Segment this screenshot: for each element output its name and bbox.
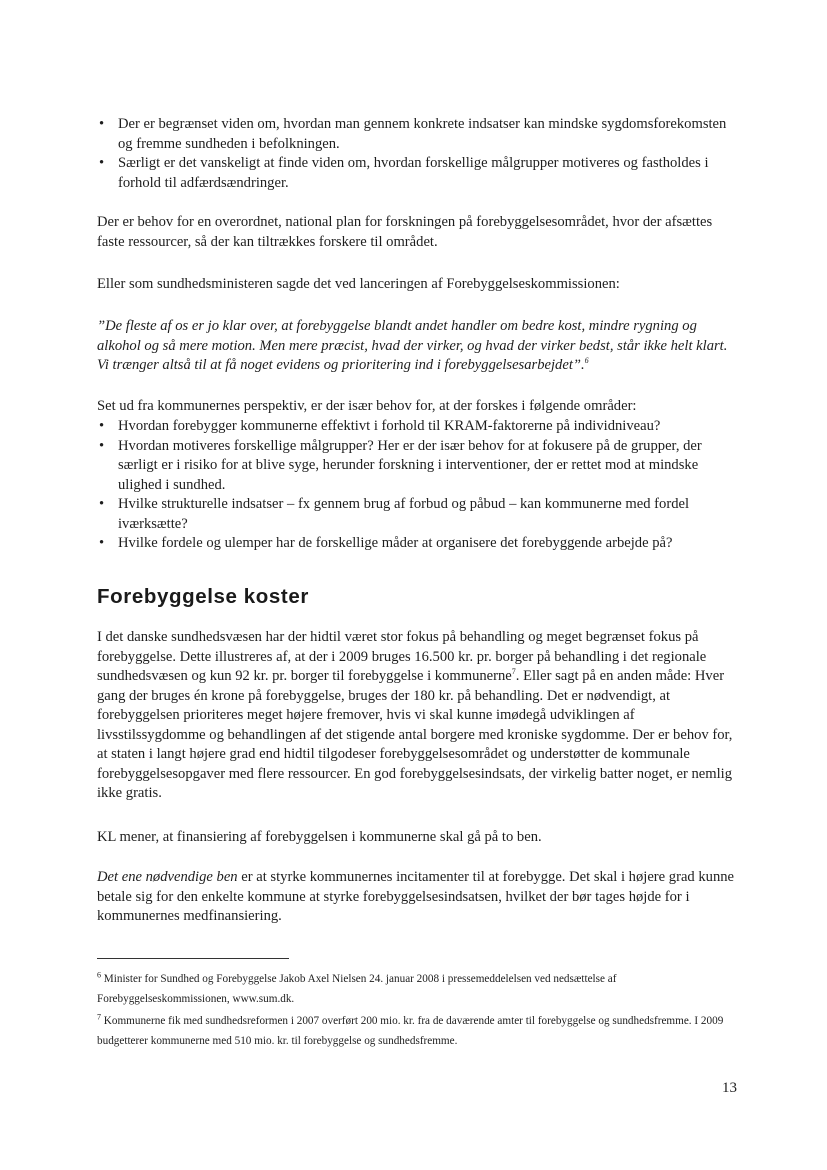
- list-item-text: Hvordan forebygger kommunerne effektivt i forhold til KRAM-faktorerne på individniveau?: [118, 418, 661, 434]
- list-item-text: Særligt er det vanskeligt at finde viden om, hvordan forskellige målgrupper motiveres og fastholdes i forhold til adfærdsændringer.: [118, 155, 709, 191]
- paragraph-minister-intro: Eller som sundhedsministeren sagde det ved lanceringen af Forebyggelseskommissionen:: [97, 276, 620, 292]
- list-item-text: Hvordan motiveres forskellige målgrupper? Her er der især behov for at fokusere på de grupper, der særligt er i risiko for at blive syge, herunder forskning i interventioner, der er rettet mod at mindske ulighed i sundhed.: [118, 437, 702, 493]
- list-item: [97, 534, 737, 554]
- paragraph-national-plan: Der er behov for en overordnet, national plan for forskningen på forebyggelsesområdet, hvor der afsættes faste ressourcer, så der kan tiltrækkes forskere til området.: [97, 214, 713, 250]
- footnote-number: 6: [97, 970, 101, 980]
- section-heading: Forebyggelse koster: [97, 585, 309, 608]
- bullet-glyph: •: [99, 116, 105, 132]
- bullet-list-knowledge: [97, 115, 737, 193]
- bullet-glyph: •: [99, 418, 105, 434]
- first-leg-emphasis: Det ene nødvendige ben: [97, 869, 238, 885]
- footnote-number: 7: [97, 1012, 101, 1022]
- footnote-text: Kommunerne fik med sundhedsreformen i 2007 overført 200 mio. kr. fra de daværende amter til forebyggelse og sundhedsfremme. I 2009 budgetterer kommunerne med 510 mio. kr. til forebyggelse og sundhedsfremme.: [97, 1015, 724, 1047]
- quote-text: ”De fleste af os er jo klar over, at forebyggelse blandt andet handler om bedre kost, mindre rygning og alkohol og så mere motion. Men mere præcist, hvad der virker, og hvad der virker bedst, står ikke helt klart. Vi trænger altså til at få noget evidens og prioritering ind i forebyggelsesarbejdet”.: [97, 318, 728, 373]
- bullet-list-research-areas: [97, 417, 737, 554]
- footnote-text: Minister for Sundhed og Forebyggelse Jakob Axel Nielsen 24. januar 2008 i pressemeddelelsen ved nedsættelse af Forebyggelseskommissionen, www.sum.dk.: [97, 973, 617, 1005]
- list-item: [97, 417, 737, 437]
- list-item-text: Hvilke strukturelle indsatser – fx gennem brug af forbud og påbud – kan kommunerne med fordel iværksætte?: [118, 496, 690, 532]
- bullet-glyph: •: [99, 155, 105, 171]
- first-leg-text: er at styrke kommunernes incitamenter til at forebygge. Det skal i højere grad kunne betale sig for den enkelte kommune at styrke forebyggelsesindsatsen, hvilket der bør tages højde for i kommunernes medfinansiering.: [97, 869, 735, 924]
- footnote-6: [97, 969, 737, 1009]
- paragraph-prevention-costs: [97, 628, 737, 804]
- paragraph-research-areas: Set ud fra kommunernes perspektiv, er der især behov for, at der forskes i følgende områder:: [97, 398, 637, 414]
- list-item: [97, 495, 737, 534]
- paragraph-first-leg: [97, 868, 737, 927]
- page-number: 13: [722, 1080, 737, 1096]
- footnote-divider: [97, 958, 289, 959]
- bullet-glyph: •: [99, 437, 105, 454]
- costs-text-part2: . Eller sagt på en anden måde: Hver gang der bruges én krone på forebyggelse, bruges der 180 kr. på behandling. Det er nødvendigt, at forebyggelsen prioriteres meget højere fremover, hvis vi skal kunne imødegå udviklingen af livsstilssygdomme og behandlingen af det stigende antal borgere med kroniske sygdomme. Der er behov for, at staten i langt højere grad end hidtil tilgodeser forebyggelsesområdet og understøtter de kommunale forebyggelsesopgaver med flere ressourcer. En god forebyggelsesindsats, der virkelig batter noget, er nemlig ikke gratis.: [97, 668, 733, 801]
- footnote-7: [97, 1011, 737, 1051]
- paragraph-kl-two-legs: KL mener, at finansiering af forebyggelsen i kommunerne skal gå på to ben.: [97, 829, 542, 845]
- bullet-glyph: •: [99, 496, 105, 512]
- minister-quote: [97, 317, 737, 376]
- bullet-glyph: •: [99, 535, 105, 551]
- list-item: [97, 115, 737, 154]
- list-item: [97, 154, 737, 193]
- list-item: [97, 437, 737, 496]
- footnote-ref-6: 6: [584, 356, 589, 366]
- list-item-text: Der er begrænset viden om, hvordan man gennem konkrete indsatser kan mindske sygdomsforekomsten og fremme sundheden i befolkningen.: [118, 116, 727, 152]
- footnote-ref-7: 7: [511, 667, 516, 677]
- list-item-text: Hvilke fordele og ulemper har de forskellige måder at organisere det forebyggende arbejde på?: [118, 535, 673, 551]
- costs-text-part1: I det danske sundhedsvæsen har der hidtil været stor fokus på behandling og meget begrænset fokus på forebyggelse. Dette illustreres af, at der i 2009 bruges 16.500 kr. pr. borger på behandling i det regionale sundhedsvæsen og kun 92 kr. pr. borger til forebyggelse i kommunerne: [97, 629, 707, 684]
